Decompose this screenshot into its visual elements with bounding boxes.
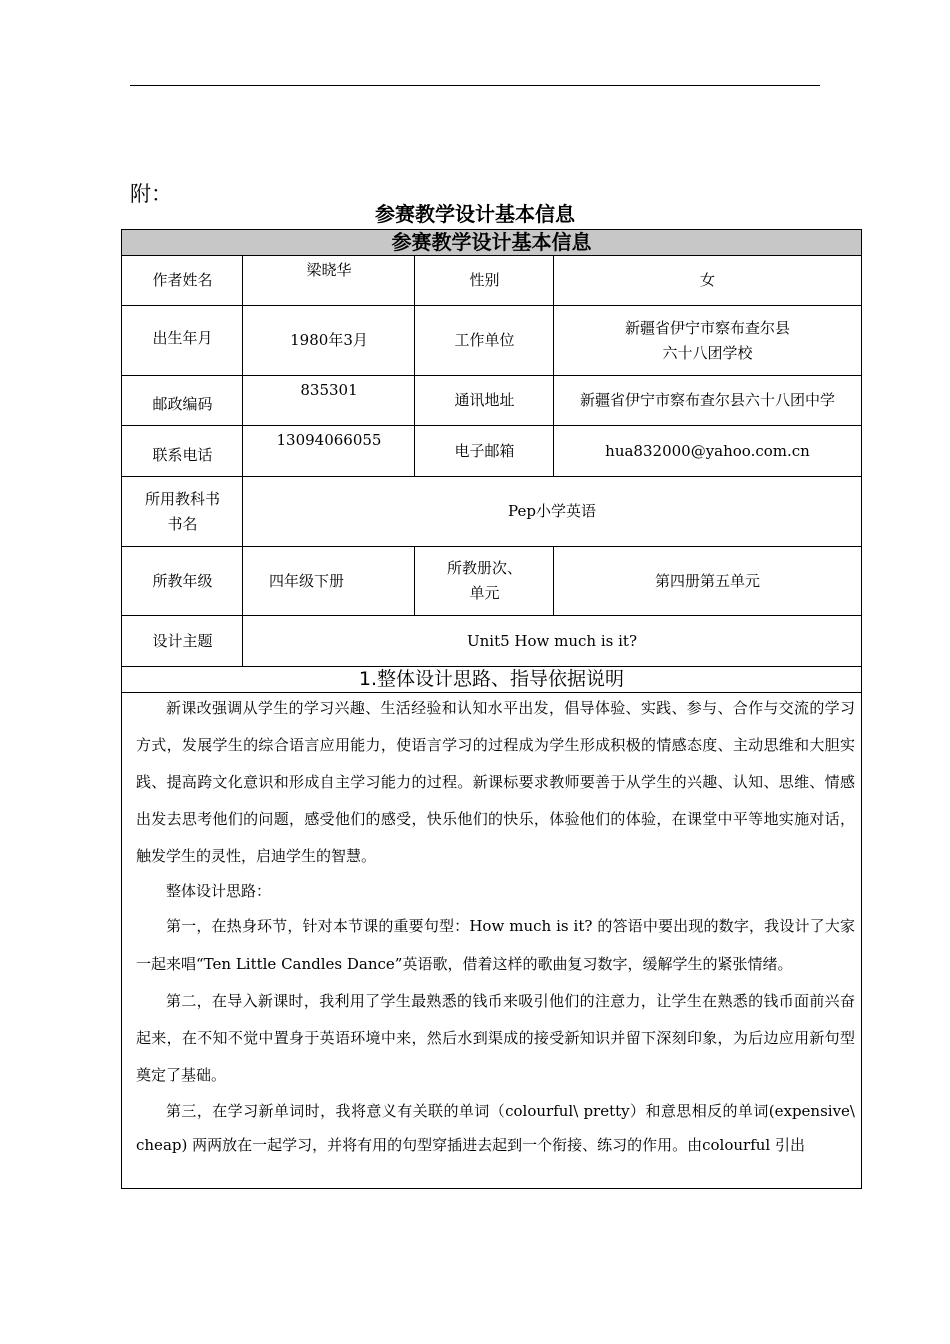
paragraph-4: 第二，在导入新课时，我利用了学生最熟悉的钱币来吸引他们的注意力，让学生在熟悉的钱币面前兴奋起来，在不知不觉中置身于英语环境中来，然后水到渠成的接受新知识并留下深刻印象，为后边应用新句型奠定了基础。 — [136, 992, 855, 1084]
grade-value: 四年级下册 — [243, 546, 415, 615]
section-title: 1.整体设计思路、指导依据说明 — [122, 666, 861, 692]
work-value-line-2: 六十八团学校 — [662, 343, 753, 362]
textbook-label-line-1: 所用教科书 — [144, 489, 220, 508]
paragraph-2: 整体设计思路： — [166, 882, 272, 900]
zip-value: 835301 — [243, 375, 415, 425]
table-header: 参赛教学设计基本信息 — [122, 229, 861, 255]
birth-label: 出生年月 — [122, 305, 243, 375]
header-rule — [130, 85, 820, 86]
textbook-label-line-2: 书名 — [167, 514, 198, 533]
work-label: 工作单位 — [415, 305, 554, 375]
address-label: 通讯地址 — [415, 375, 554, 425]
volume-value: 第四册第五单元 — [554, 546, 861, 615]
work-value-line-1: 新疆省伊宁市察布查尔县 — [624, 318, 790, 337]
col-divider-2b — [414, 546, 415, 615]
author-label: 作者姓名 — [122, 255, 243, 305]
phone-label: 联系电话 — [122, 425, 243, 476]
address-value: 新疆省伊宁市察布查尔县六十八团中学 — [554, 375, 861, 425]
paragraph-5: 第三，在学习新单词时，我将意义有关联的单词（colourful\ pretty）和意思相反的单词(expensive\ cheap) 两两放在一起学习，并将有用的句型穿插进去起到一个衔接、练习的作用。由colourful 引出 — [136, 1102, 855, 1154]
volume-label — [415, 546, 554, 615]
grade-label: 所教年级 — [122, 546, 243, 615]
col-divider-3a — [553, 255, 554, 476]
gender-value: 女 — [554, 255, 861, 305]
section-body — [136, 690, 855, 1162]
author-value: 梁晓华 — [243, 255, 415, 305]
col-divider-1 — [242, 255, 243, 666]
email-value: hua832000@yahoo.com.cn — [554, 425, 861, 476]
gender-label: 性别 — [415, 255, 554, 305]
work-value — [554, 305, 861, 375]
document-title: 参赛教学设计基本信息 — [375, 202, 575, 226]
appendix-prefix: 附： — [130, 182, 172, 206]
topic-label: 设计主题 — [122, 615, 243, 666]
info-table — [121, 229, 862, 1189]
phone-value: 13094066055 — [243, 425, 415, 476]
zip-label: 邮政编码 — [122, 375, 243, 425]
paragraph-3: 第一，在热身环节，针对本节课的重要句型：How much is it? 的答语中要出现的数字，我设计了大家一起来唱“Ten Little Candles Dance”英语歌，借着这样的歌曲复习数字，缓解学生的紧张情绪。 — [136, 917, 855, 973]
email-label: 电子邮箱 — [415, 425, 554, 476]
textbook-value: Pep小学英语 — [243, 476, 861, 546]
volume-label-line-2: 单元 — [469, 584, 500, 602]
birth-value: 1980年3月 — [243, 305, 415, 375]
paragraph-1: 新课改强调从学生的学习兴趣、生活经验和认知水平出发，倡导体验、实践、参与、合作与交流的学习方式，发展学生的综合语言应用能力，使语言学习的过程成为学生形成积极的情感态度、主动思维和大胆实践、提高跨文化意识和形成自主学习能力的过程。新课标要求教师要善于从学生的兴趣、认知、思维、情感出发去思考他们的问题，感受他们的感受，快乐他们的快乐，体验他们的体验，在课堂中平等地实施对话，触发学生的灵性，启迪学生的智慧。 — [136, 699, 855, 865]
textbook-label — [122, 476, 243, 546]
col-divider-2a — [414, 255, 415, 476]
col-divider-3b — [553, 546, 554, 615]
topic-value: Unit5 How much is it? — [243, 615, 861, 666]
volume-label-line-1: 所教册次、 — [446, 559, 522, 577]
